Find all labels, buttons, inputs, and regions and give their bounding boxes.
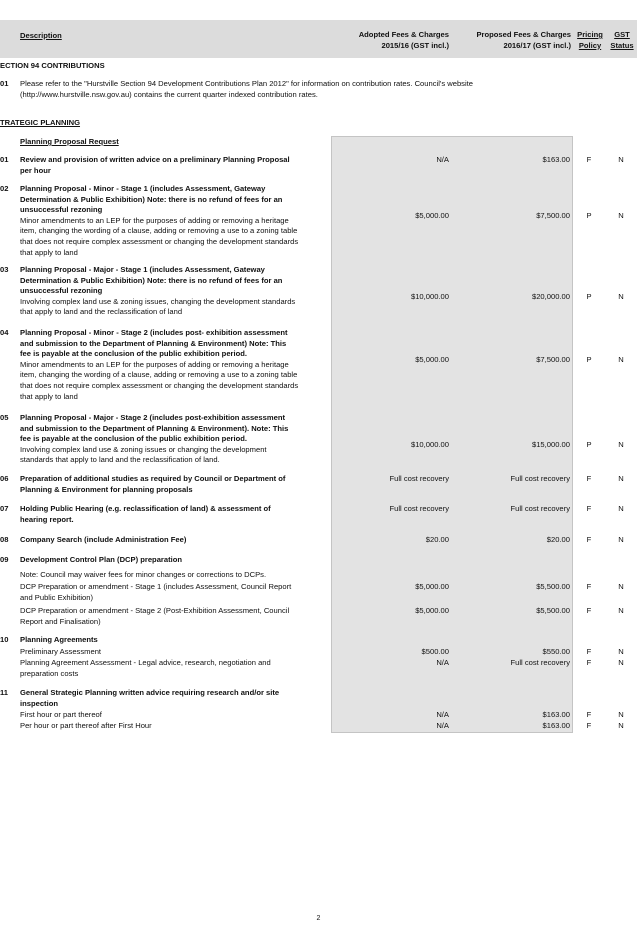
section94-code: 01 <box>0 79 9 88</box>
row-title-line: fee is payable at the conclusion of the public exhibition period. <box>20 349 248 359</box>
row-description <box>20 328 326 402</box>
row-description <box>20 535 326 546</box>
proposed-fee: Full cost recovery <box>510 474 570 483</box>
pricing-policy: F <box>586 535 592 544</box>
row-title-line: Planning Proposal - Minor - Stage 1 (includes Assessment, Gateway <box>20 184 266 193</box>
row-detail-line: standards that apply to land and the reclassification of land. <box>20 455 220 465</box>
proposed-fee: $15,000.00 <box>531 440 570 449</box>
gst-status: N <box>618 606 624 615</box>
gst-status: N <box>618 155 624 164</box>
general-item: First hour or part thereof <box>20 710 102 719</box>
general-title-line: General Strategic Planning written advice requiring research and/or site <box>20 688 280 697</box>
row-detail-line: that apply to land <box>20 247 78 257</box>
adopted-fee: Full cost recovery <box>389 504 449 513</box>
row-code: 04 <box>0 328 9 337</box>
adopted-fee: $5,000.00 <box>415 606 449 615</box>
pricing-policy: F <box>586 658 592 667</box>
row-title-line: fee is payable at the conclusion of the public exhibition period. <box>20 434 248 444</box>
adopted-fee: $20.00 <box>425 535 449 544</box>
dcp-note: Note: Council may waiver fees for minor changes or corrections to DCPs. <box>20 570 267 579</box>
row-title-line: Planning Proposal - Minor - Stage 2 (includes post- exhibition assessment <box>20 328 288 337</box>
strategic-title: TRATEGIC PLANNING <box>0 118 81 127</box>
fee-columns-shading <box>331 136 573 733</box>
row-detail-line: item, changing the wording of a clause, adding or removing a use to a zoning table <box>20 370 298 380</box>
gst-status: N <box>618 582 624 591</box>
gst-status: N <box>618 292 624 301</box>
agreement-item-line: Planning Agreement Assessment - Legal advice, research, negotiation and <box>20 658 271 667</box>
gst-status: N <box>618 504 624 513</box>
dcp-item <box>20 606 326 627</box>
page-number: 2 <box>316 915 321 922</box>
general-item: Per hour or part thereof after First Hour <box>20 721 152 730</box>
row-detail-line: that does not require complex assessment or changing the development standards <box>20 236 299 246</box>
agreements-title: Planning Agreements <box>20 635 98 644</box>
agreement-item <box>20 658 326 679</box>
adopted-fee: $5,000.00 <box>415 582 449 591</box>
row-detail-line: that apply to land and the reclassification of land <box>20 307 183 317</box>
section94-text: Please refer to the "Hurstville Section 94 Development Contributions Plan 2012" for information on contribution rates. Council's website (http://www.hurstville.nsw.gov.au) contains the current quarter indexed contribution rates. <box>20 79 473 99</box>
adopted-fee: $5,000.00 <box>415 211 449 220</box>
row-detail-line: Involving complex land use & zoning issues or changing the development <box>20 444 267 454</box>
general-title-line: inspection <box>20 698 58 708</box>
row-title-line: and submission to the Department of Planning & Environment) Note: This <box>20 338 287 348</box>
row-title-line: Preparation of additional studies as required by Council or Department of <box>20 474 286 483</box>
row-detail-line: Minor amendments to an LEP for the purposes of adding or removing a heritage <box>20 359 289 369</box>
row-title-line: Review and provision of written advice on a preliminary Planning Proposal <box>20 155 290 164</box>
pricing-policy: P <box>586 211 592 220</box>
row-title-line: Planning & Environment for planning proposals <box>20 484 193 494</box>
adopted-fee: $5,000.00 <box>415 355 449 364</box>
row-description <box>20 504 326 525</box>
row-title-line: Holding Public Hearing (e.g. reclassification of land) & assessment of <box>20 504 271 513</box>
proposed-fee: $163.00 <box>542 710 570 719</box>
row-description <box>20 474 326 495</box>
pricing-policy: P <box>586 440 592 449</box>
dcp-item-line: Report and Finalisation) <box>20 616 101 626</box>
agreement-item-line: Preliminary Assessment <box>20 647 102 656</box>
proposed-fee: $7,500.00 <box>536 355 570 364</box>
pricing-policy: F <box>586 474 592 483</box>
pricing-policy: F <box>586 606 592 615</box>
row-title-line: and submission to the Department of Planning & Environment). Note: This <box>20 423 289 433</box>
proposed-fee: Full cost recovery <box>510 658 570 667</box>
adopted-fee: Full cost recovery <box>389 474 449 483</box>
row-code: 05 <box>0 413 9 422</box>
row-detail-line: that apply to land <box>20 391 78 401</box>
proposed-fee: $5,500.00 <box>536 582 570 591</box>
agreement-item <box>20 647 326 658</box>
row-code: 11 <box>0 688 9 697</box>
proposed-fee: $550.00 <box>542 647 570 656</box>
row-code: 08 <box>0 535 9 544</box>
proposed-fee: $20,000.00 <box>531 292 570 301</box>
adopted-fee: $10,000.00 <box>410 292 449 301</box>
row-description <box>20 265 326 318</box>
row-description <box>20 155 326 176</box>
gst-status: N <box>618 721 624 730</box>
dcp-item-line: DCP Preparation or amendment - Stage 2 (Post-Exhibition Assessment, Council <box>20 606 290 615</box>
header-adopted: Adopted Fees & Charges 2015/16 (GST incl.) <box>358 30 449 50</box>
row-code: 10 <box>0 635 9 644</box>
row-title-line: Planning Proposal - Major - Stage 2 (includes post-exhibition assessment <box>20 413 285 422</box>
adopted-fee: $500.00 <box>421 647 449 656</box>
section94-title: ECTION 94 CONTRIBUTIONS <box>0 61 105 70</box>
row-detail-line: Involving complex land use & zoning issues, changing the development standards <box>20 296 296 306</box>
row-title-line: Determination & Public Exhibition) Note: there is no refund of fees for an <box>20 275 283 285</box>
proposed-fee: $163.00 <box>542 721 570 730</box>
proposed-fee: $20.00 <box>546 535 570 544</box>
row-code: 06 <box>0 474 9 483</box>
agreement-item-line: preparation costs <box>20 668 79 678</box>
row-code: 03 <box>0 265 9 274</box>
adopted-fee: N/A <box>436 710 449 719</box>
gst-status: N <box>618 535 624 544</box>
row-title-line: unsuccessful rezoning <box>20 286 103 296</box>
row-title-line: per hour <box>20 165 51 175</box>
adopted-fee: N/A <box>436 658 449 667</box>
row-detail-line: that does not require complex assessment or changing the development standards <box>20 380 299 390</box>
header-proposed: Proposed Fees & Charges 2016/17 (GST incl.) <box>476 30 571 50</box>
pricing-policy: F <box>586 504 592 513</box>
row-detail-line: Minor amendments to an LEP for the purposes of adding or removing a heritage <box>20 215 289 225</box>
header-gst-status: GST Status <box>610 30 634 50</box>
row-detail-line: item, changing the wording of a clause, adding or removing a use to a zoning table <box>20 226 298 236</box>
gst-status: N <box>618 211 624 220</box>
gst-status: N <box>618 710 624 719</box>
pricing-policy: P <box>586 355 592 364</box>
pricing-policy: F <box>586 721 592 730</box>
dcp-item-line: and Public Exhibition) <box>20 592 94 602</box>
row-title-line: Planning Proposal - Major - Stage 1 (includes Assessment, Gateway <box>20 265 265 274</box>
header-pricing-policy: Pricing Policy <box>577 30 603 50</box>
proposed-fee: $5,500.00 <box>536 606 570 615</box>
dcp-title: Development Control Plan (DCP) preparation <box>20 555 183 564</box>
row-description <box>20 184 326 258</box>
adopted-fee: $10,000.00 <box>410 440 449 449</box>
gst-status: N <box>618 474 624 483</box>
dcp-item <box>20 582 326 603</box>
row-code: 09 <box>0 555 9 564</box>
row-title-line: Company Search (include Administration Fee) <box>20 535 187 544</box>
pricing-policy: F <box>586 647 592 656</box>
subheading-planning-proposal: Planning Proposal Request <box>20 137 119 146</box>
row-title-line: Determination & Public Exhibition) Note: there is no refund of fees for an <box>20 194 283 204</box>
general-title <box>20 688 326 709</box>
pricing-policy: F <box>586 582 592 591</box>
gst-status: N <box>618 355 624 364</box>
pricing-policy: F <box>586 155 592 164</box>
pricing-policy: P <box>586 292 592 301</box>
adopted-fee: N/A <box>436 155 449 164</box>
header-description: Description <box>20 31 62 40</box>
adopted-fee: N/A <box>436 721 449 730</box>
row-description <box>20 413 326 466</box>
proposed-fee: $163.00 <box>542 155 570 164</box>
gst-status: N <box>618 658 624 667</box>
row-code: 07 <box>0 504 9 513</box>
row-title-line: hearing report. <box>20 514 74 524</box>
pricing-policy: F <box>586 710 592 719</box>
row-code: 02 <box>0 184 9 193</box>
dcp-item-line: DCP Preparation or amendment - Stage 1 (includes Assessment, Council Report <box>20 582 292 591</box>
gst-status: N <box>618 647 624 656</box>
row-title-line: unsuccessful rezoning <box>20 205 103 215</box>
row-code: 01 <box>0 155 9 164</box>
proposed-fee: Full cost recovery <box>510 504 570 513</box>
proposed-fee: $7,500.00 <box>536 211 570 220</box>
gst-status: N <box>618 440 624 449</box>
